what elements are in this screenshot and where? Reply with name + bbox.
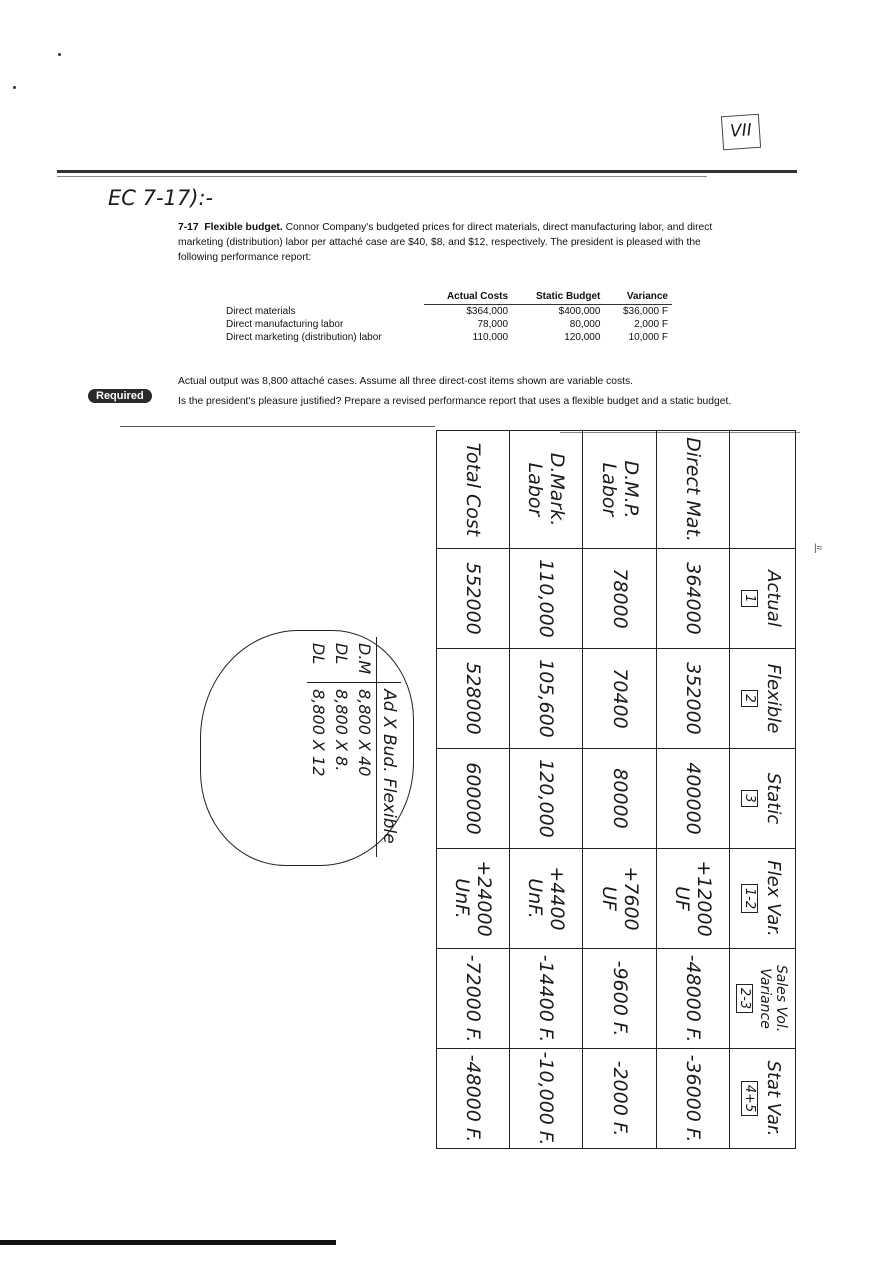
handwritten-bubble-note — [200, 630, 414, 866]
problem-number: 7-17 — [178, 222, 199, 233]
row-label: D.M.P. Labor — [583, 431, 656, 549]
value-cell: 105,600 — [510, 649, 583, 749]
value-cell: +4400 UnF. — [510, 849, 583, 949]
value-cell: 600000 — [437, 749, 510, 849]
header-label — [226, 291, 424, 305]
column-header: Static 3 — [730, 749, 796, 849]
exercise-label: EC 7-17):- — [108, 186, 214, 210]
column-index: 2 — [742, 690, 759, 706]
variance-cell: $36,000 F — [622, 306, 668, 317]
actual-cell: 78,000 — [477, 319, 509, 330]
required-badge: Required — [88, 389, 152, 403]
value-cell: -14400 F. — [510, 949, 583, 1049]
scan-edge-bar — [0, 1240, 336, 1245]
required-question: Is the president's pleasure justified? Prepare a revised performance report that uses a flexible budget and a static budget. — [178, 396, 732, 407]
value-cell: 528000 — [437, 649, 510, 749]
table-row — [583, 431, 656, 1149]
column-index: 2-3 — [737, 984, 754, 1013]
bubble-value: 8,800 X 12 — [309, 689, 328, 777]
value-cell: 70400 — [583, 649, 656, 749]
list-item — [353, 637, 377, 857]
table-row — [226, 331, 672, 344]
speck-mark — [58, 53, 61, 56]
corner-mark: |≈ — [814, 543, 823, 554]
value-cell: -9600 F. — [583, 949, 656, 1049]
column-header: Flexible 2 — [730, 649, 796, 749]
bubble-value: 8,800 X 8. — [332, 689, 351, 772]
assumption-text: Actual output was 8,800 attaché cases. Assume all three direct-cost items shown are variable costs. — [178, 376, 634, 387]
speck-mark — [13, 86, 16, 89]
variance-cell: 10,000 F — [628, 332, 668, 343]
bubble-value: 8,800 X 40 — [355, 689, 374, 777]
value-cell: -2000 F. — [583, 1049, 656, 1149]
performance-report — [226, 291, 672, 344]
variance-cell: 2,000 F — [634, 319, 668, 330]
value-cell: 400000 — [656, 749, 729, 849]
row-label: Total Cost — [437, 431, 510, 549]
value-cell: +12000 UF — [656, 849, 729, 949]
value-cell: 352000 — [656, 649, 729, 749]
list-item — [330, 637, 353, 857]
header-actual: Actual Costs — [424, 291, 512, 305]
table-row — [226, 318, 672, 331]
header-variance: Variance — [604, 291, 672, 305]
handwritten-solution-table — [436, 430, 796, 1148]
bubble-header: Ad X Bud. Flexible — [377, 683, 402, 857]
bubble-label: DL — [330, 637, 353, 683]
list-item — [307, 637, 330, 857]
row-label: Direct manufacturing labor — [226, 319, 344, 330]
actual-cell: 110,000 — [472, 332, 509, 343]
table-row — [226, 305, 672, 319]
divider-line — [120, 426, 435, 427]
value-cell: 552000 — [437, 549, 510, 649]
table-row — [510, 431, 583, 1149]
divider-line — [57, 176, 707, 177]
corner-cell — [730, 431, 796, 549]
column-header: Stat Var. 4+5 — [730, 1049, 796, 1149]
value-cell: +24000 UnF. — [437, 849, 510, 949]
value-cell: -72000 F. — [437, 949, 510, 1049]
row-label: Direct materials — [226, 305, 296, 317]
problem-title: Flexible budget. — [204, 222, 283, 233]
actual-cell: $364,000 — [466, 306, 509, 317]
bubble-label: D.M — [353, 637, 377, 683]
value-cell: 120,000 — [510, 749, 583, 849]
static-cell: $400,000 — [558, 306, 601, 317]
static-cell: 80,000 — [569, 319, 601, 330]
column-header: Flex Var. 1-2 — [730, 849, 796, 949]
value-cell: -10,000 F. — [510, 1049, 583, 1149]
row-label: D.Mark. Labor — [510, 431, 583, 549]
column-index: 1-2 — [742, 884, 759, 913]
value-cell: -36000 F. — [656, 1049, 729, 1149]
value-cell: 80000 — [583, 749, 656, 849]
value-cell: -48000 F. — [437, 1049, 510, 1149]
value-cell: -48000 F. — [656, 949, 729, 1049]
bubble-spacer — [377, 637, 402, 683]
value-cell: 78000 — [583, 549, 656, 649]
column-index: 4+5 — [742, 1081, 759, 1116]
header-static: Static Budget — [512, 291, 604, 305]
divider-line — [57, 170, 797, 173]
column-index: 1 — [742, 590, 759, 606]
value-cell: 110,000 — [510, 549, 583, 649]
table-row — [656, 431, 729, 1149]
row-label: Direct marketing (distribution) labor — [226, 332, 382, 343]
table-row — [437, 431, 510, 1149]
page-stamp: VII — [721, 114, 761, 151]
row-label: Direct Mat. — [656, 431, 729, 549]
static-cell: 120,000 — [564, 332, 601, 343]
bubble-label: DL — [307, 637, 330, 683]
column-index: 3 — [742, 790, 759, 806]
value-cell: 364000 — [656, 549, 729, 649]
column-header: Actual 1 — [730, 549, 796, 649]
value-cell: +7600 UF — [583, 849, 656, 949]
column-header: Sales Vol. Variance 2-3 — [730, 949, 796, 1049]
header-row — [730, 431, 796, 1149]
problem-statement — [178, 220, 718, 265]
problem-text: Connor Company's budgeted prices for direct materials, direct manufacturing labor, and direct marketing (distribution) labor per attaché case are $40, $8, and $12, respectively. The president is pleased with the following performance report: — [178, 222, 713, 263]
